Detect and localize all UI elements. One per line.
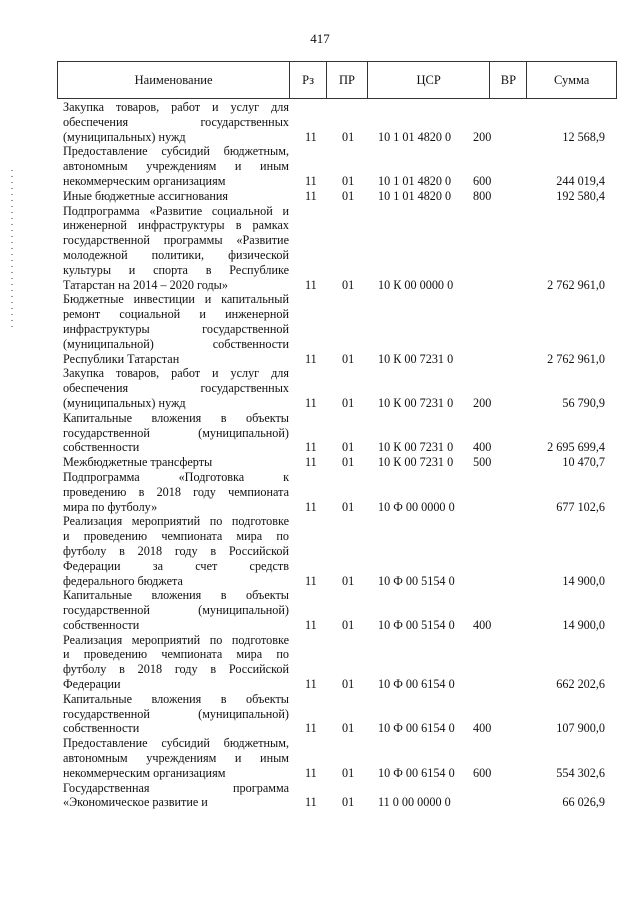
- row-name-line: некоммерческим организациям: [63, 765, 226, 780]
- row-name-line: обеспечения государственных: [63, 381, 289, 396]
- row-sum: 2 762 961,0: [547, 351, 605, 366]
- row-name-line: «Экономическое развитие и: [63, 795, 208, 810]
- row-csr: 10 К 00 7231 0: [378, 455, 454, 470]
- row-pr: 01: [342, 499, 355, 514]
- row-rz: 11: [305, 188, 317, 203]
- table-row: [0, 292, 640, 366]
- row-name-line: (муниципальных) нужд: [63, 129, 186, 144]
- row-sum: 2 762 961,0: [547, 277, 605, 292]
- row-name-line: футболу в 2018 году в Российской: [63, 543, 289, 558]
- row-rz: 11: [305, 721, 317, 736]
- row-pr: 01: [342, 440, 355, 455]
- row-name-line: государственной (муниципальной): [63, 706, 289, 721]
- row-csr: 10 К 00 0000 0: [378, 277, 454, 292]
- row-name: [63, 455, 289, 470]
- row-name-line: Межбюджетные трансферты: [63, 455, 213, 470]
- row-name-line: собственности: [63, 721, 140, 736]
- row-rz: 11: [305, 795, 317, 810]
- table-row: [0, 366, 640, 410]
- row-name-line: государственной программы «Развитие: [63, 233, 289, 248]
- row-pr: 01: [342, 277, 355, 292]
- row-csr: 10 Ф 00 6154 0: [378, 765, 455, 780]
- row-sum: 12 568,9: [562, 129, 605, 144]
- row-csr: 10 1 01 4820 0: [378, 129, 452, 144]
- row-name: [63, 514, 289, 588]
- row-csr: 10 1 01 4820 0: [378, 188, 452, 203]
- row-name-line: инфраструктуры государственной: [63, 321, 289, 336]
- row-name-line: Капитальные вложения в объекты: [63, 691, 289, 706]
- row-name-line: Государственная программа: [63, 780, 289, 795]
- row-vr: 500: [473, 455, 492, 470]
- row-csr: 11 0 00 0000 0: [378, 795, 451, 810]
- row-name-line: Закупка товаров, работ и услуг для: [63, 100, 289, 114]
- table-row: [0, 514, 640, 588]
- row-pr: 01: [342, 617, 355, 632]
- row-name-line: Закупка товаров, работ и услуг для: [63, 366, 289, 381]
- row-name: [63, 588, 289, 632]
- row-sum: 662 202,6: [556, 677, 605, 692]
- row-name-line: молодежной политики, физической: [63, 247, 289, 262]
- row-name-line: и проведению чемпионата мира по: [63, 529, 289, 544]
- row-sum: 14 900,0: [562, 617, 605, 632]
- row-vr: 800: [473, 188, 492, 203]
- header-vr: ВР: [490, 62, 527, 98]
- row-name: [63, 692, 289, 736]
- row-pr: 01: [342, 765, 355, 780]
- row-name-line: (муниципальной) собственности: [63, 336, 289, 351]
- row-rz: 11: [305, 440, 317, 455]
- row-name: [63, 736, 289, 780]
- row-name-line: Бюджетные инвестиции и капитальный: [63, 292, 289, 307]
- row-name-line: Реализация мероприятий по подготовке: [63, 632, 289, 647]
- row-name-line: Капитальные вложения в объекты: [63, 410, 289, 425]
- row-name-line: Республики Татарстан: [63, 351, 180, 366]
- table-row: [0, 633, 640, 692]
- row-name-line: футболу в 2018 году в Российской: [63, 662, 289, 677]
- row-name: [63, 633, 289, 692]
- row-rz: 11: [305, 573, 317, 588]
- header-sum: Сумма: [553, 72, 590, 87]
- row-name-line: автономным учреждениям и иным: [63, 159, 289, 174]
- row-csr: 10 К 00 7231 0: [378, 440, 454, 455]
- row-name: [63, 144, 289, 188]
- row-name: [63, 411, 289, 455]
- row-vr: 200: [473, 395, 492, 410]
- row-rz: 11: [305, 277, 317, 292]
- row-name-line: некоммерческим организациям: [63, 173, 226, 188]
- row-name-line: Предоставление субсидий бюджетным,: [63, 736, 289, 751]
- table-row: [0, 144, 640, 188]
- table-row: [0, 455, 640, 470]
- table-row: [0, 189, 640, 204]
- row-name-line: культуры и спорта в Республике: [63, 262, 289, 277]
- table-header: [57, 61, 617, 99]
- row-rz: 11: [305, 499, 317, 514]
- row-name-line: (муниципальных) нужд: [63, 395, 186, 410]
- row-name-line: собственности: [63, 440, 140, 455]
- row-name: [63, 366, 289, 410]
- row-pr: 01: [342, 455, 355, 470]
- row-name: [63, 292, 289, 366]
- header-rz: Рз: [290, 62, 327, 98]
- row-pr: 01: [342, 351, 355, 366]
- row-name-line: ремонт социальной и инженерной: [63, 307, 289, 322]
- row-pr: 01: [342, 395, 355, 410]
- row-name-line: Федерации за счет средств: [63, 558, 289, 573]
- table-row: [0, 692, 640, 736]
- row-pr: 01: [342, 795, 355, 810]
- row-csr: 10 Ф 00 5154 0: [378, 573, 455, 588]
- row-name-line: Федерации: [63, 677, 121, 692]
- row-vr: 400: [473, 721, 492, 736]
- row-pr: 01: [342, 129, 355, 144]
- row-vr: 200: [473, 129, 492, 144]
- row-csr: 10 Ф 00 6154 0: [378, 721, 455, 736]
- table-row: [0, 736, 640, 780]
- row-pr: 01: [342, 173, 355, 188]
- row-csr: 10 1 01 4820 0: [378, 173, 452, 188]
- row-pr: 01: [342, 677, 355, 692]
- row-name: [63, 100, 289, 144]
- row-pr: 01: [342, 188, 355, 203]
- row-vr: 600: [473, 173, 492, 188]
- row-sum: 10 470,7: [562, 455, 605, 470]
- row-name-line: Капитальные вложения в объекты: [63, 588, 289, 603]
- row-csr: 10 К 00 7231 0: [378, 395, 454, 410]
- row-sum: 14 900,0: [562, 573, 605, 588]
- row-name: [63, 204, 289, 293]
- table-row: [0, 470, 640, 514]
- table-row: [0, 100, 640, 144]
- row-rz: 11: [305, 677, 317, 692]
- row-rz: 11: [305, 617, 317, 632]
- row-sum: 2 695 699,4: [547, 440, 605, 455]
- row-name-line: Реализация мероприятий по подготовке: [63, 514, 289, 529]
- row-name: [63, 470, 289, 514]
- page-number: 417: [310, 31, 330, 46]
- row-rz: 11: [305, 395, 317, 410]
- header-pr: ПР: [327, 62, 368, 98]
- row-name-line: собственности: [63, 617, 140, 632]
- row-name-line: Татарстан на 2014 – 2020 годы»: [63, 277, 228, 292]
- row-csr: 10 К 00 7231 0: [378, 351, 454, 366]
- row-vr: 600: [473, 765, 492, 780]
- row-sum: 107 900,0: [556, 721, 605, 736]
- row-rz: 11: [305, 173, 317, 188]
- row-name-line: мира по футболу»: [63, 499, 158, 514]
- row-name-line: и проведению чемпионата мира по: [63, 647, 289, 662]
- table-body: [0, 100, 640, 810]
- row-rz: 11: [305, 765, 317, 780]
- row-sum: 554 302,6: [556, 765, 605, 780]
- row-rz: 11: [305, 455, 317, 470]
- row-sum: 66 026,9: [562, 795, 605, 810]
- row-name-line: федерального бюджета: [63, 573, 183, 588]
- row-vr: 400: [473, 440, 492, 455]
- table-row: [0, 588, 640, 632]
- row-sum: 56 790,9: [562, 395, 605, 410]
- row-pr: 01: [342, 721, 355, 736]
- row-name-line: Подпрограмма «Развитие социальной и: [63, 203, 289, 218]
- row-name-line: автономным учреждениям и иным: [63, 751, 289, 766]
- row-csr: 10 Ф 00 6154 0: [378, 677, 455, 692]
- row-name: [63, 189, 289, 204]
- row-name: [63, 781, 289, 811]
- row-sum: 244 019,4: [556, 173, 605, 188]
- header-csr: ЦСР: [368, 62, 491, 98]
- row-csr: 10 Ф 00 5154 0: [378, 617, 455, 632]
- table-row: [0, 411, 640, 455]
- row-sum: 192 580,4: [556, 188, 605, 203]
- row-name-line: государственной (муниципальной): [63, 603, 289, 618]
- row-vr: 400: [473, 617, 492, 632]
- header-name: Наименование: [58, 62, 290, 98]
- row-rz: 11: [305, 351, 317, 366]
- table-row: [0, 781, 640, 811]
- row-name-line: Иные бюджетные ассигнования: [63, 188, 229, 203]
- row-name-line: Предоставление субсидий бюджетным,: [63, 144, 289, 159]
- table-row: [0, 204, 640, 293]
- row-pr: 01: [342, 573, 355, 588]
- row-sum: 677 102,6: [556, 499, 605, 514]
- row-name-line: проведению в 2018 году чемпионата: [63, 484, 289, 499]
- row-csr: 10 Ф 00 0000 0: [378, 499, 455, 514]
- row-name-line: инженерной инфраструктуры в рамках: [63, 218, 289, 233]
- row-name-line: государственной (муниципальной): [63, 425, 289, 440]
- row-name-line: Подпрограмма «Подготовка к: [63, 469, 289, 484]
- row-name-line: обеспечения государственных: [63, 114, 289, 129]
- row-rz: 11: [305, 129, 317, 144]
